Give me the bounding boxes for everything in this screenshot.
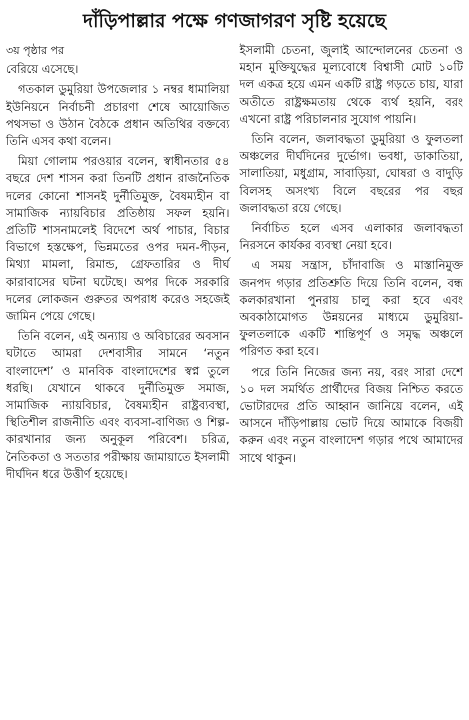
article-columns bbox=[6, 42, 463, 486]
paragraph: বেরিয়ে এসেছে। bbox=[6, 62, 79, 77]
continued-from-label: ৩য় পৃষ্ঠার পর bbox=[6, 44, 65, 57]
paragraph: তিনি বলেন, এই অন্যায় ও অবিচারের অবসান ঘটাতে আমরা দেশবাসীর সামনে ‘নতুন বাংলাদেশ’ ও মানবিক বাংলাদেশের স্বপ্ন তুলে ধরছি। যেখানে থাকবে দুর্নীতিমুক্ত সমাজ, সামাজিক ন্যায়বিচার, বৈষম্যহীন রাষ্ট্রব্যবস্থা, স্থিতিশীল রাজনীতি এবং ব্যবসা-বাণিজ্য ও শিল্প-কারখানার জন্য অনুকূল পরিবেশ। চরিত্র, নৈতিকতা ও সততার পরীক্ষায় জামায়াতে ইসলামী দীর্ঘদিন ধরে উত্তীর্ণ হয়েছে। bbox=[6, 329, 230, 481]
paragraph: তিনি বলেন, জলাবদ্ধতা ডুমুরিয়া ও ফুলতলা অঞ্চলের দীর্ঘদিনের দুর্ভোগ। ভবধা, ডাকাতিয়া, সালাতিয়া, মধুগ্রাম, সাবাড়িয়া, ঘোষরা ও বাদুড়ি বিলসহ অসংখ্য বিলে বছরের পর বছর জলাবদ্ধতা রয়ে গেছে। bbox=[239, 132, 463, 215]
paragraph: ইসলামী চেতনা, জুলাই আন্দোলনের চেতনা ও মহান মুক্তিযুদ্ধের মূল্যবোধে বিশ্বাসী মোট ১০টি দল একত্র হয়ে এমন একটি রাষ্ট্র গড়তে চায়, যারা অতীতে রাষ্ট্রক্ষমতায় থেকে ব্যর্থ হয়নি, বরং এখনো রাষ্ট্র পরিচালনার সুযোগ পায়নি। bbox=[239, 43, 463, 126]
paragraph: মিয়া গোলাম পরওয়ার বলেন, স্বাধীনতার ৫৪ বছরে দেশ শাসন করা তিনটি প্রধান রাজনৈতিক দলের কোনো শাসনই দুর্নীতিমুক্ত, বৈষম্যহীন বা সামাজিক ন্যায়বিচার প্রতিষ্ঠায় সফল হয়নি। প্রতিটি শাসনামলেই বিদেশে অর্থ পাচার, বিচার বিভাগে হস্তক্ষেপ, ভিন্নমতের ওপর দমন-পীড়ন, মিথ্যা মামলা, রিমান্ড, গ্রেফতারির ও দীর্ঘ কারাবাসের ঘটনা ঘটেছে। অপর দিকে সরকারি দলের লোকজন গুরুতর অপরাধ করেও সহজেই জামিন পেয়ে গেছে। bbox=[6, 154, 230, 324]
paragraph: পরে তিনি নিজের জন্য নয়, বরং সারা দেশে ১০ দল সমর্থিত প্রার্থীদের বিজয় নিশ্চিত করতে ভোটারদের প্রতি আহ্বান জানিয়ে বলেন, এই আসনে দাঁড়িপাল্লায় ভোট দিয়ে আমাকে বিজয়ী করুন এবং নতুন বাংলাদেশ গড়ার পথে আমাদের সাথে থাকুন। bbox=[239, 364, 463, 465]
headline: দাঁড়িপাল্লার পক্ষে গণজাগরণ সৃষ্টি হয়েছে bbox=[83, 10, 386, 32]
paragraph: গতকাল ডুমুরিয়া উপজেলার ১ নম্বর ধামালিয়া ইউনিয়নে নির্বাচনী প্রচারণা শেষে আয়োজিত পথসভা ও উঠান বৈঠকে প্রধান অতিথির বক্তব্যে তিনি এসব কথা বলেন। bbox=[6, 82, 230, 149]
paragraph: এ সময় সন্ত্রাস, চাঁদাবাজি ও মাস্তানিমুক্ত জনপদ গড়ার প্রতিশ্রুতি দিয়ে তিনি বলেন, বন্ধ কলকারখানা পুনরায় চালু করা হবে এবং অবকাঠামোগত উন্নয়নের মাধ্যমে ডুমুরিয়া-ফুলতলাকে একটি শান্তিপূর্ণ ও সমৃদ্ধ অঞ্চলে পরিণত করা হবে। bbox=[239, 258, 463, 359]
right-column bbox=[240, 42, 464, 486]
paragraph: নির্বাচিত হলে এসব এলাকার জলাবদ্ধতা নিরসনে কার্যকর ব্যবস্থা নেয়া হবে। bbox=[239, 221, 463, 253]
left-column bbox=[6, 42, 230, 486]
